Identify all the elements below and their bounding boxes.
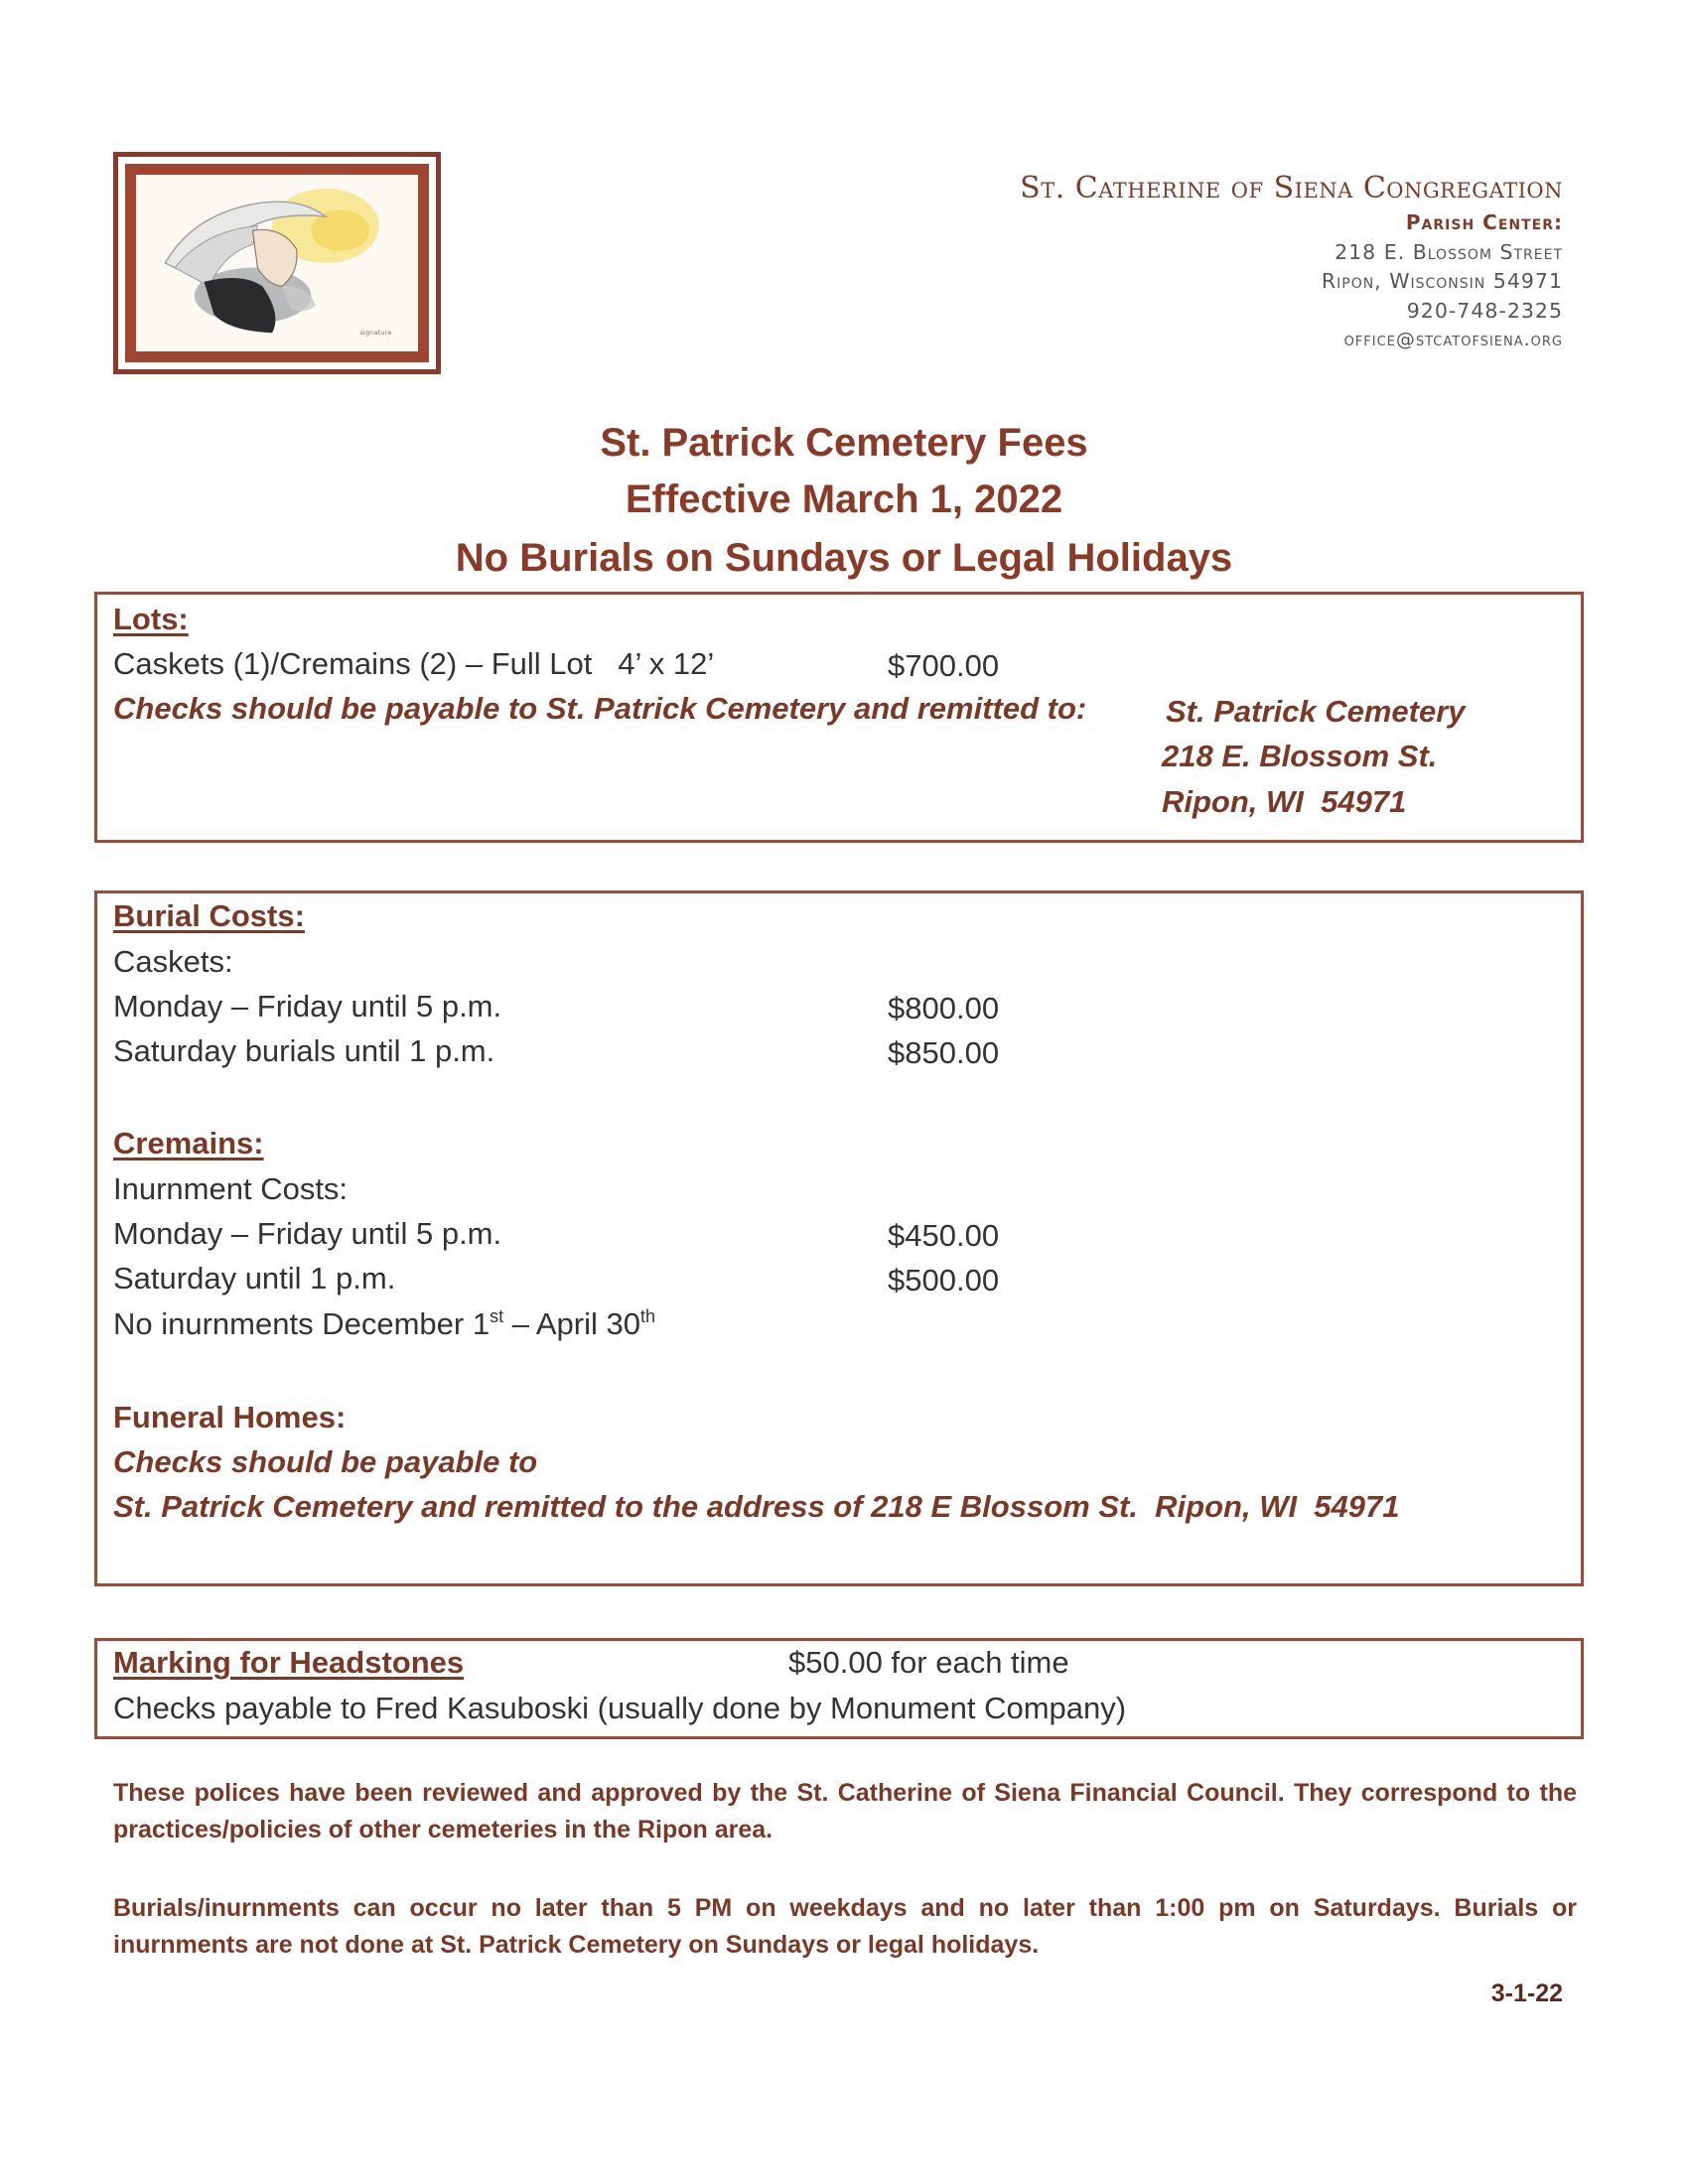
funeral-homes-heading: Funeral Homes:: [113, 1400, 347, 1434]
caskets-saturday-label: Saturday burials until 1 p.m.: [113, 1033, 495, 1068]
cremains-weekday-price: $450.00: [888, 1218, 1000, 1253]
caskets-label: Caskets:: [113, 944, 233, 979]
headstones-note: Checks payable to Fred Kasuboski (usually done by Monument Company): [113, 1691, 1127, 1725]
cremains-heading: Cremains:: [113, 1126, 264, 1160]
cremains-saturday-price: $500.00: [888, 1263, 1000, 1297]
lots-item-label: Caskets (1)/Cremains (2) – Full Lot 4’ x 12’: [113, 646, 715, 681]
ordinal-suffix: th: [639, 1306, 655, 1326]
funeral-homes-note-1: Checks should be payable to: [113, 1444, 538, 1479]
effective-date-title: Effective March 1, 2022: [625, 478, 1063, 521]
saint-portrait-icon: [125, 164, 429, 362]
burial-costs-heading: Burial Costs:: [113, 898, 305, 933]
cremains-weekday-label: Monday – Friday until 5 p.m.: [113, 1216, 502, 1251]
svg-text:signature: signature: [359, 329, 392, 338]
parish-center-label: Parish Center:: [1405, 210, 1563, 234]
org-name: St. Catherine of Siena Congregation: [1020, 171, 1563, 205]
lots-remit-street: 218 E. Blossom St.: [1162, 739, 1438, 773]
parish-logo: [113, 152, 441, 374]
lots-checks-note: Checks should be payable to St. Patrick Cemetery and remitted to:: [113, 691, 1087, 726]
document-date-code: 3-1-22: [1490, 1979, 1563, 2007]
org-city: Ripon, Wisconsin 54971: [1321, 269, 1563, 293]
ordinal-suffix: st: [490, 1306, 504, 1326]
caskets-saturday-price: $850.00: [888, 1035, 1000, 1070]
policy-paragraph: These polices have been reviewed and approved by the St. Catherine of Siena Financial Council. They correspond to the practices/policies of other cemeteries in the Ripon area.: [113, 1779, 1577, 1843]
lots-item-price: $700.00: [888, 648, 1000, 683]
org-email: office@stcatofsiena.org: [1343, 329, 1563, 350]
burial-times-paragraph: Burials/inurnments can occur no later than 5 PM on weekdays and no later than 1:00 pm on Saturdays. Burials or inurnments are not done at St. Patrick Cemetery on Sundays or legal holidays.: [113, 1894, 1577, 1959]
page-title: St. Patrick Cemetery Fees: [600, 421, 1088, 465]
headstones-heading: Marking for Headstones: [113, 1645, 465, 1680]
org-phone: 920-748-2325: [1406, 299, 1563, 323]
no-inurnments-text: No inurnments December 1: [113, 1306, 491, 1341]
no-burials-title: No Burials on Sundays or Legal Holidays: [455, 536, 1233, 580]
lots-heading: Lots:: [113, 602, 189, 636]
caskets-weekday-label: Monday – Friday until 5 p.m.: [113, 989, 502, 1024]
no-inurnments-text-end: – April 30: [503, 1306, 640, 1341]
cremains-saturday-label: Saturday until 1 p.m.: [113, 1261, 396, 1296]
org-street: 218 E. Blossom Street: [1335, 240, 1563, 264]
headstones-price: $50.00 for each time: [788, 1645, 1069, 1680]
lots-remit-name: St. Patrick Cemetery: [1166, 694, 1466, 729]
funeral-homes-note-2: St. Patrick Cemetery and remitted to the address of 218 E Blossom St. Ripon, WI 54971: [113, 1489, 1400, 1524]
no-inurnments-note: [113, 1308, 655, 1339]
caskets-weekday-price: $800.00: [888, 991, 1000, 1025]
inurnment-label: Inurnment Costs:: [113, 1171, 349, 1206]
lots-remit-city: Ripon, WI 54971: [1162, 784, 1407, 819]
